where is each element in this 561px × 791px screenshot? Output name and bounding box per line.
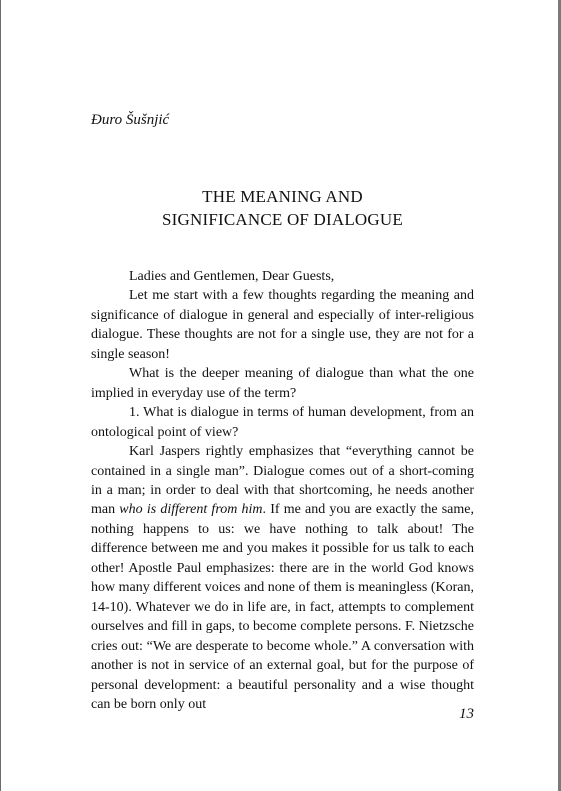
body-text xyxy=(91,267,474,714)
paragraph-3: 1. What is dialogue in terms of human development, from an ontological point of view? xyxy=(91,405,474,440)
paragraph-1: Let me start with a few thoughts regarding the meaning and significance of dialogue in general and especially of inter-religious dialogue. These thoughts are not for a single use, they are not for a single season! xyxy=(91,288,474,362)
paragraph-4 xyxy=(91,442,474,714)
page-number: 13 xyxy=(459,706,474,722)
paragraph-4-part-2: . If me and you are exactly the same, nothing happens to us: we have nothing to talk about! The difference between me and you makes it possible for us talk to each other! Apostle Paul emphasizes: there are in the world God knows how many different voices and none of them is meaningless (Koran, 14-10). Whatever we do in life are, in fact, attempts to complement ourselves and fill in gaps, to become complete persons. F. Nietzsche cries out: “We are desperate to become whole.” A conversation with another is not in service of an external goal, but for the purpose of personal development: a beautiful personality and a wise thought can be born only out xyxy=(91,502,475,712)
chapter-title-line-1: THE MEANING AND xyxy=(202,187,363,206)
paragraph-salutation: Ladies and Gentlemen, Dear Guests, xyxy=(129,269,335,284)
paragraph-2: What is the deeper meaning of dialogue than what the one implied in everyday use of the term? xyxy=(91,366,474,401)
page-edge-left xyxy=(0,0,1,791)
author-name: Đuro Šušnjić xyxy=(91,112,170,128)
paragraph-4-emphasis: who is different from him xyxy=(119,502,263,518)
paragraph-4-part-1: Karl Jaspers rightly emphasizes that “everything cannot be contained in a single man”. Dialogue comes out of a short-coming in a man; in order to deal with that shortcoming, he needs another man xyxy=(91,444,474,518)
chapter-title-line-2: SIGNIFICANCE OF DIALOGUE xyxy=(162,210,403,229)
